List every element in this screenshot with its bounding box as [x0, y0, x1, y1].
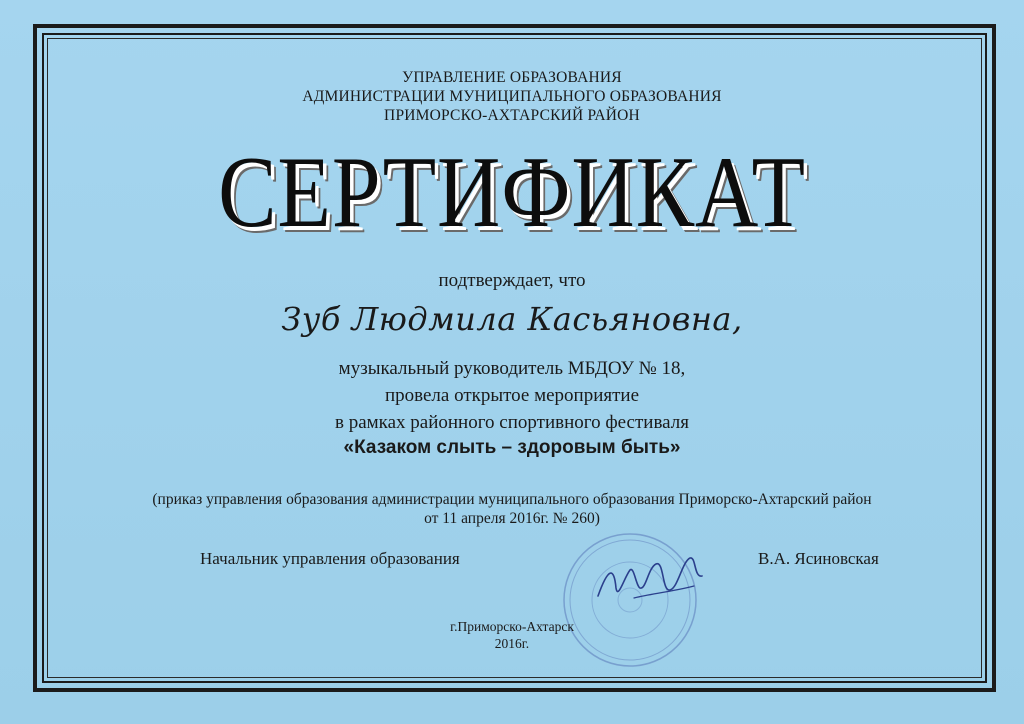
confirms-text: подтверждает, что [438, 270, 586, 291]
body-line: провела открытое мероприятие [384, 385, 640, 406]
handwritten-signature [590, 548, 710, 608]
body-line: в рамках районного спортивного фестиваля [334, 412, 689, 433]
certificate-body [0, 355, 1024, 436]
signatory-name: В.А. Ясиновская [758, 549, 879, 568]
place: г.Приморско-Ахтарск [450, 619, 574, 634]
recipient-name: Зуб Людмила Касьяновна, [281, 300, 743, 338]
signatory-title: Начальник управления образования [200, 549, 460, 568]
order-line: от 11 апреля 2016г. № 260) [424, 510, 600, 527]
event-name: «Казаком слыть – здоровым быть» [343, 437, 681, 458]
place-and-year [0, 618, 1024, 652]
header-line: АДМИНИСТРАЦИИ МУНИЦИПАЛЬНОГО ОБРАЗОВАНИЯ [302, 88, 722, 105]
issuer-header [0, 68, 1024, 125]
year: 2016г. [494, 636, 530, 651]
order-line: (приказ управления образования администрации муниципального образования Приморско-Ахтарский район [152, 491, 872, 508]
body-line: музыкальный руководитель МБДОУ № 18, [338, 358, 686, 379]
header-line: ПРИМОРСКО-АХТАРСКИЙ РАЙОН [384, 107, 640, 124]
header-line: УПРАВЛЕНИЕ ОБРАЗОВАНИЯ [402, 69, 622, 86]
certificate-title: СЕРТИФИКАТ [218, 136, 806, 249]
order-reference [0, 490, 1024, 528]
